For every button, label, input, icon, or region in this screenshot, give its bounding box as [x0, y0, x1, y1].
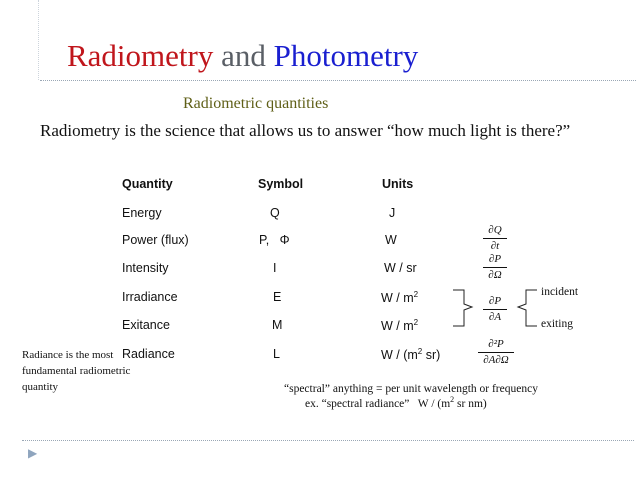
formula-numerator: ∂P	[488, 295, 502, 307]
vertical-dotted-guide	[38, 0, 39, 80]
formula-dp-da	[483, 295, 507, 324]
units-text: W / m	[381, 319, 414, 334]
units-exponent: 2	[417, 347, 423, 356]
header-quantity: Quantity	[122, 177, 173, 191]
header-symbol: Symbol	[258, 177, 304, 191]
row-exitance-symbol: M	[272, 318, 283, 332]
title-and: and	[213, 38, 274, 73]
units-text: W / m	[381, 291, 414, 306]
row-power-symbol: P, Φ	[259, 233, 290, 247]
row-intensity-quantity: Intensity	[122, 261, 169, 275]
intro-text: Radiometry is the science that allows us to answer “how much light is there?”	[40, 121, 571, 140]
header-units: Units	[382, 177, 414, 191]
row-radiance-units	[381, 347, 440, 362]
row-energy-quantity: Energy	[122, 206, 162, 220]
formula-numerator: ∂Q	[488, 224, 502, 236]
formula-numerator: ∂²P	[488, 338, 504, 350]
footer-divider	[22, 440, 634, 441]
row-exitance-quantity: Exitance	[122, 318, 170, 332]
row-irradiance-symbol: E	[273, 290, 282, 304]
spectral-example-post: sr nm)	[454, 397, 487, 410]
row-irradiance-units	[381, 290, 418, 305]
row-radiance-symbol: L	[273, 347, 280, 361]
row-radiance-quantity: Radiance	[122, 347, 175, 361]
radiance-side-note: Radiance is the most fundamental radiometric quantity	[22, 349, 131, 393]
spectral-note-line2	[305, 395, 487, 410]
row-irradiance-quantity: Irradiance	[122, 290, 178, 304]
row-energy-symbol: Q	[270, 206, 280, 220]
units-text-post: sr)	[422, 348, 441, 363]
row-intensity-units: W / sr	[384, 261, 417, 275]
formula-denominator: ∂A∂Ω	[483, 354, 509, 366]
formula-dp-domega	[483, 253, 507, 282]
formula-denominator: ∂t	[490, 240, 500, 252]
units-exponent: 2	[413, 318, 419, 327]
spectral-example-text: ex. “spectral radiance” W / (m	[305, 397, 451, 410]
units-exponent: 2	[413, 290, 419, 299]
row-power-quantity: Power (flux)	[122, 233, 189, 247]
row-energy-units: J	[389, 206, 396, 220]
slide-bullet-icon: ▶	[28, 446, 38, 460]
formula-denominator: ∂Ω	[488, 269, 502, 281]
title-radiometry: Radiometry	[67, 38, 214, 73]
row-power-units: W	[385, 233, 397, 247]
formula-denominator: ∂A	[488, 311, 502, 323]
title-divider	[40, 80, 636, 81]
row-exitance-units	[381, 318, 418, 333]
slide-title	[67, 38, 418, 74]
formula-numerator: ∂P	[488, 253, 502, 265]
right-brace-icon	[510, 288, 540, 328]
label-exiting: exiting	[541, 318, 573, 330]
spectral-note-line1: “spectral” anything = per unit wavelength or frequency	[284, 383, 538, 395]
formula-dq-dt	[483, 224, 507, 253]
formula-d2p-dadomega	[478, 338, 514, 367]
row-intensity-symbol: I	[273, 261, 277, 275]
units-text: W / (m	[381, 348, 418, 363]
title-photometry: Photometry	[273, 38, 419, 73]
spectral-exponent: 2	[450, 395, 455, 404]
label-incident: incident	[541, 286, 579, 298]
left-brace-icon	[450, 288, 480, 328]
subtitle: Radiometric quantities	[183, 95, 329, 112]
